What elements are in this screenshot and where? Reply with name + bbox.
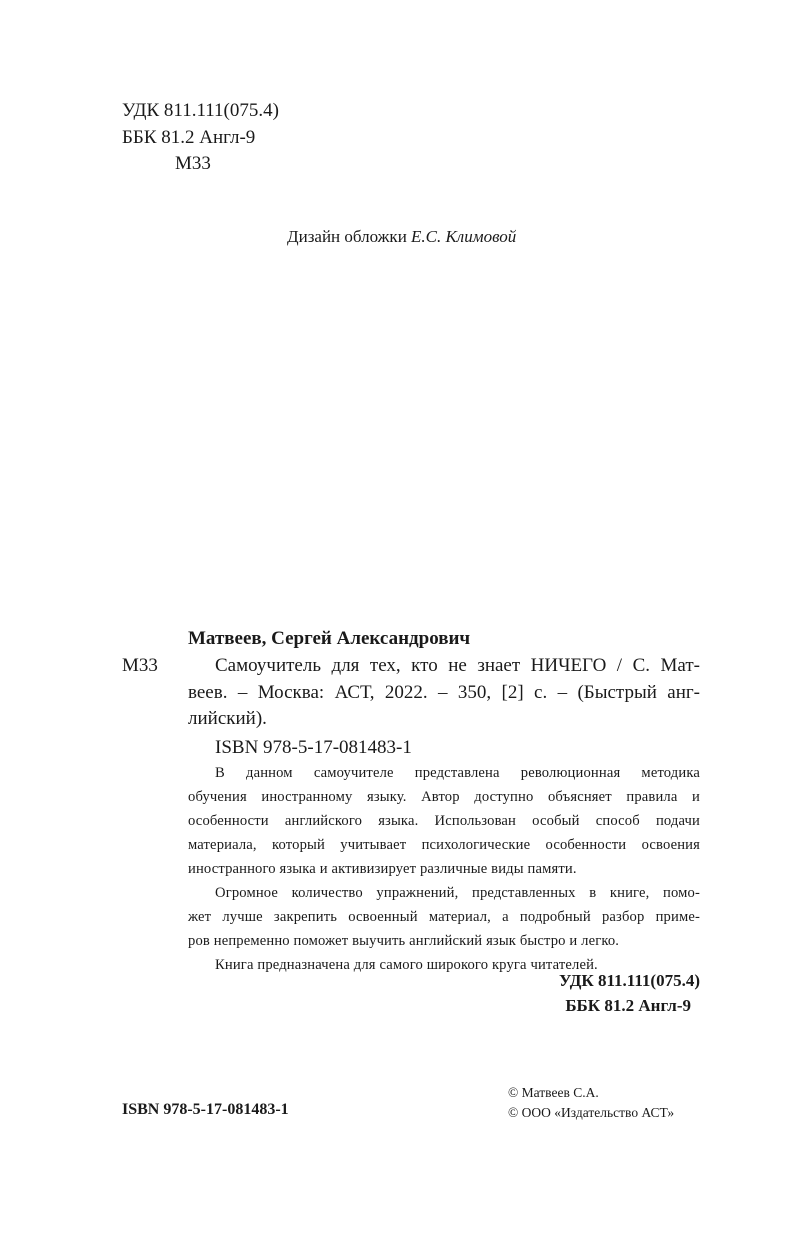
record-udk: УДК 811.111(075.4) — [558, 971, 700, 990]
annotation-line: В данном самоучителе представлена революционная методика — [215, 765, 700, 781]
annotation-line: иностранного языка и активизирует различные виды памяти. — [188, 861, 577, 877]
annotation-line: ров непременно поможет выучить английский язык быстро и легко. — [188, 933, 620, 949]
cover-design-credit — [287, 228, 516, 245]
copyright-author: © Матвеев С.А. — [508, 1085, 599, 1100]
footer-isbn: ISBN 978-5-17-081483-1 — [122, 1101, 289, 1118]
cover-designer: Е.С. Климовой — [411, 227, 517, 246]
cover-design-label: Дизайн обложки — [287, 227, 407, 246]
annotation-line: Огромное количество упражнений, представленных в книге, помо- — [215, 885, 700, 901]
annotation-line: жет лучше закрепить освоенный материал, а подробный разбор приме- — [188, 909, 700, 925]
record-sign: М33 — [122, 655, 158, 676]
title-line: веев. – Москва: АСТ, 2022. – 350, [2] с. – (Быстрый анг- — [188, 682, 700, 703]
title-line: Самоучитель для тех, кто не знает НИЧЕГО / С. Мат- — [215, 655, 700, 676]
author-sign: М33 — [175, 153, 211, 174]
annotation-line: обучения иностранному языку. Автор доступно объясняет правила и — [188, 789, 700, 805]
record-bbk: ББК 81.2 Англ-9 — [565, 996, 691, 1015]
title-line: лийский). — [188, 708, 267, 729]
record-isbn: ISBN 978-5-17-081483-1 — [215, 737, 412, 758]
record-author: Матвеев, Сергей Александрович — [188, 628, 471, 649]
annotation-line: материала, который учитывает психологические особенности освоения — [188, 837, 700, 853]
annotation-line: особенности английского языка. Использован особый способ подачи — [188, 813, 700, 829]
udk-code: УДК 811.111(075.4) — [122, 100, 279, 121]
annotation-line: Книга предназначена для самого широкого круга читателей. — [215, 957, 598, 973]
copyright-publisher: © ООО «Издательство АСТ» — [508, 1105, 675, 1120]
bbk-code: ББК 81.2 Англ-9 — [122, 127, 256, 148]
